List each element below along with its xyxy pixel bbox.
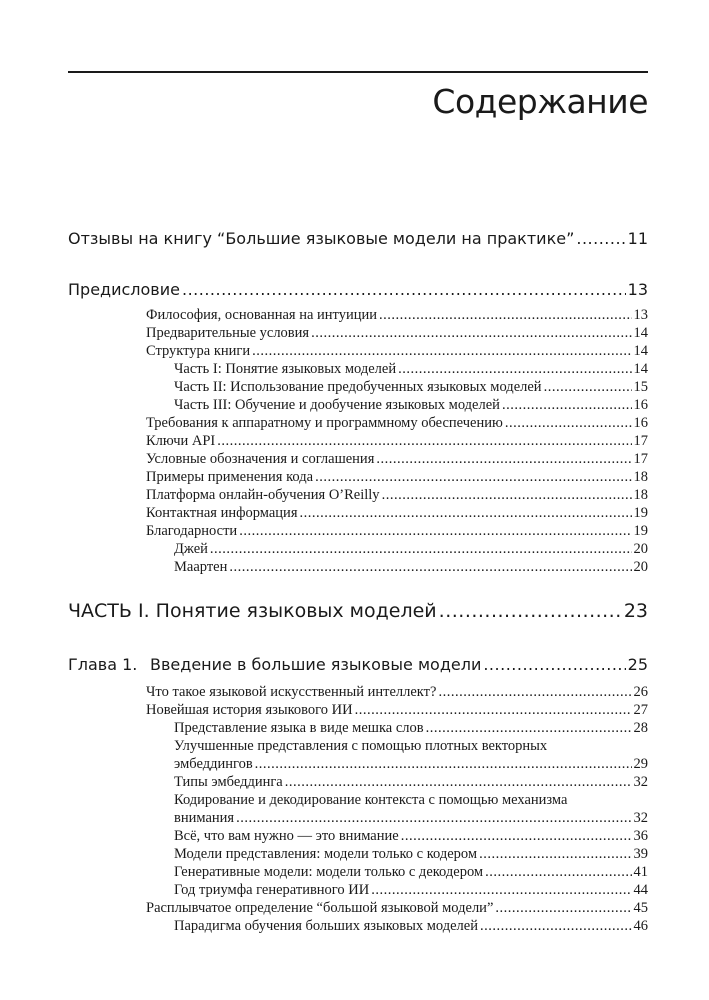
toc-entry-title: эмбеддингов <box>174 756 253 772</box>
toc-leader <box>398 361 631 378</box>
toc-leader <box>502 397 632 414</box>
toc-entry[interactable] <box>146 702 648 719</box>
toc-leader <box>285 774 632 791</box>
toc-leader <box>315 469 631 486</box>
toc-leader <box>210 541 632 558</box>
toc-page-number: 14 <box>633 325 648 341</box>
toc-entry[interactable] <box>146 684 648 701</box>
toc-leader <box>479 846 631 863</box>
toc-entry-title: Модели представления: модели только с кодером <box>174 846 478 862</box>
toc-leader <box>239 523 631 540</box>
toc-leader <box>311 325 631 342</box>
toc-leader <box>376 451 631 468</box>
toc-entry-title: Примеры применения кода <box>146 469 314 485</box>
toc-leader <box>382 487 632 504</box>
toc-entry-title: Часть III: Обучение и дообучение языковых моделей <box>174 397 500 413</box>
toc-entry[interactable] <box>174 810 648 827</box>
toc-entry-title: Требования к аппаратному и программному обеспечению <box>146 415 503 431</box>
toc-entry[interactable] <box>146 451 648 468</box>
toc-entry-title: Условные обозначения и соглашения <box>146 451 375 467</box>
toc-entry[interactable] <box>174 774 648 791</box>
toc-entry-title: Всё, что вам нужно — это внимание <box>174 828 399 844</box>
toc-chapter[interactable] <box>150 655 648 674</box>
toc-entry-title: Структура книги <box>146 343 251 359</box>
toc-entry[interactable] <box>174 379 648 396</box>
toc-chapter-title: Введение в большие языковые модели <box>150 655 482 674</box>
toc-entry-title: Джей <box>174 541 208 557</box>
toc-page-number: 46 <box>633 918 648 934</box>
toc-entry[interactable] <box>146 900 648 917</box>
toc-page-number: 18 <box>633 487 648 503</box>
toc-page-number: 15 <box>633 379 648 395</box>
toc-leader <box>480 918 632 935</box>
toc-entry-title: Часть II: Использование предобученных языковых моделей <box>174 379 542 395</box>
toc-entry-title: Год триумфа генеративного ИИ <box>174 882 370 898</box>
toc-leader <box>438 684 631 701</box>
toc-page-number: 19 <box>633 523 648 539</box>
toc-leader <box>426 720 632 737</box>
toc-entry[interactable] <box>146 433 648 450</box>
toc-page-number: 45 <box>633 900 648 916</box>
toc-page-number: 27 <box>633 702 648 718</box>
toc-page-number: 16 <box>633 397 648 413</box>
toc-entry[interactable] <box>146 325 648 342</box>
toc-leader <box>439 600 622 622</box>
toc-leader <box>355 702 632 719</box>
toc-leader <box>229 559 631 576</box>
toc-entry[interactable] <box>174 828 648 845</box>
toc-entry-title: внимания <box>174 810 235 826</box>
toc-entry[interactable] <box>174 756 648 773</box>
toc-entry[interactable] <box>146 343 648 360</box>
toc-page-number: 32 <box>633 774 648 790</box>
chapter-number: Глава 1. <box>68 655 138 674</box>
toc-page-number: 20 <box>633 559 648 575</box>
toc-entry[interactable] <box>146 469 648 486</box>
toc-page-number: 28 <box>633 720 648 736</box>
toc-entry[interactable] <box>146 487 648 504</box>
toc-section-title: Предисловие <box>68 280 180 299</box>
toc-entry-title: Контактная информация <box>146 505 298 521</box>
toc-entry-title: Представление языка в виде мешка слов <box>174 720 424 736</box>
toc-entry-title-line1: Кодирование и декодирование контекста с помощью механизма <box>174 792 568 808</box>
toc-leader <box>495 900 631 917</box>
toc-leader <box>379 307 632 324</box>
toc-page-number: 39 <box>633 846 648 862</box>
toc-entry-title: Предварительные условия <box>146 325 310 341</box>
toc-entry-title: Генеративные модели: модели только с декодером <box>174 864 484 880</box>
toc-leader <box>252 343 631 360</box>
toc-section[interactable] <box>68 229 648 248</box>
toc-part-title: ЧАСТЬ I. Понятие языковых моделей <box>68 600 437 622</box>
toc-entry[interactable] <box>174 361 648 378</box>
toc-entry[interactable] <box>174 541 648 558</box>
toc-page-number: 18 <box>633 469 648 485</box>
toc-page-number: 14 <box>633 361 648 377</box>
toc-page-number: 20 <box>633 541 648 557</box>
toc-page-number: 41 <box>633 864 648 880</box>
toc-leader <box>576 229 625 248</box>
toc-entry[interactable] <box>174 918 648 935</box>
toc-leader <box>483 655 625 674</box>
toc-entry[interactable] <box>174 559 648 576</box>
toc-entry-title: Типы эмбеддинга <box>174 774 283 790</box>
toc-leader <box>371 882 631 899</box>
toc-page-number: 16 <box>633 415 648 431</box>
toc-section[interactable] <box>68 280 648 299</box>
toc-section-title: Отзывы на книгу “Большие языковые модели на практике” <box>68 229 575 248</box>
toc-entry[interactable] <box>146 523 648 540</box>
toc-entry-title: Платформа онлайн-обучения O’Reilly <box>146 487 380 503</box>
toc-page-number: 32 <box>633 810 648 826</box>
toc-entry[interactable] <box>174 720 648 737</box>
toc-entry[interactable] <box>146 415 648 432</box>
toc-page-number: 13 <box>627 280 648 299</box>
toc-page-number: 11 <box>627 229 648 248</box>
toc-leader <box>255 756 632 773</box>
toc-leader <box>182 280 626 299</box>
toc-leader <box>300 505 632 522</box>
toc-leader <box>236 810 631 827</box>
header-rule <box>68 71 648 73</box>
toc-entry-title: Часть I: Понятие языковых моделей <box>174 361 397 377</box>
toc-page-number: 44 <box>633 882 648 898</box>
toc-entry-title: Маартен <box>174 559 228 575</box>
toc-page-number: 25 <box>627 655 648 674</box>
toc-entry-title: Ключи API <box>146 433 216 449</box>
toc-entry-title: Благодарности <box>146 523 238 539</box>
toc-entry[interactable] <box>174 397 648 414</box>
toc-leader <box>505 415 632 432</box>
toc-entry[interactable] <box>174 846 648 863</box>
toc-page-number: 36 <box>633 828 648 844</box>
toc-page-number: 17 <box>633 433 648 449</box>
toc-page-number: 19 <box>633 505 648 521</box>
toc-entry-title: Новейшая история языкового ИИ <box>146 702 353 718</box>
toc-page-number: 14 <box>633 343 648 359</box>
toc-entry[interactable] <box>146 505 648 522</box>
toc-page-number: 29 <box>633 756 648 772</box>
toc-leader <box>401 828 632 845</box>
toc-page-number: 26 <box>633 684 648 700</box>
toc-leader <box>485 864 631 881</box>
toc-entry-title: Расплывчатое определение “большой языковой модели” <box>146 900 494 916</box>
toc-entry-title-line1: Улучшенные представления с помощью плотных векторных <box>174 738 548 754</box>
toc-entry[interactable] <box>174 864 648 881</box>
toc-page-number: 23 <box>623 600 648 622</box>
toc-entry-title: Философия, основанная на интуиции <box>146 307 377 323</box>
page-title: Содержание <box>432 82 648 121</box>
toc-page-number: 17 <box>633 451 648 467</box>
toc-leader <box>217 433 631 450</box>
toc-leader <box>544 379 632 396</box>
toc-entry-title: Что такое языковой искусственный интеллект? <box>146 684 437 700</box>
toc-entry[interactable] <box>146 307 648 324</box>
toc-entry[interactable] <box>174 882 648 899</box>
toc-page-number: 13 <box>633 307 648 323</box>
toc-part[interactable] <box>68 600 648 622</box>
toc-entry-title: Парадигма обучения больших языковых моделей <box>174 918 478 934</box>
